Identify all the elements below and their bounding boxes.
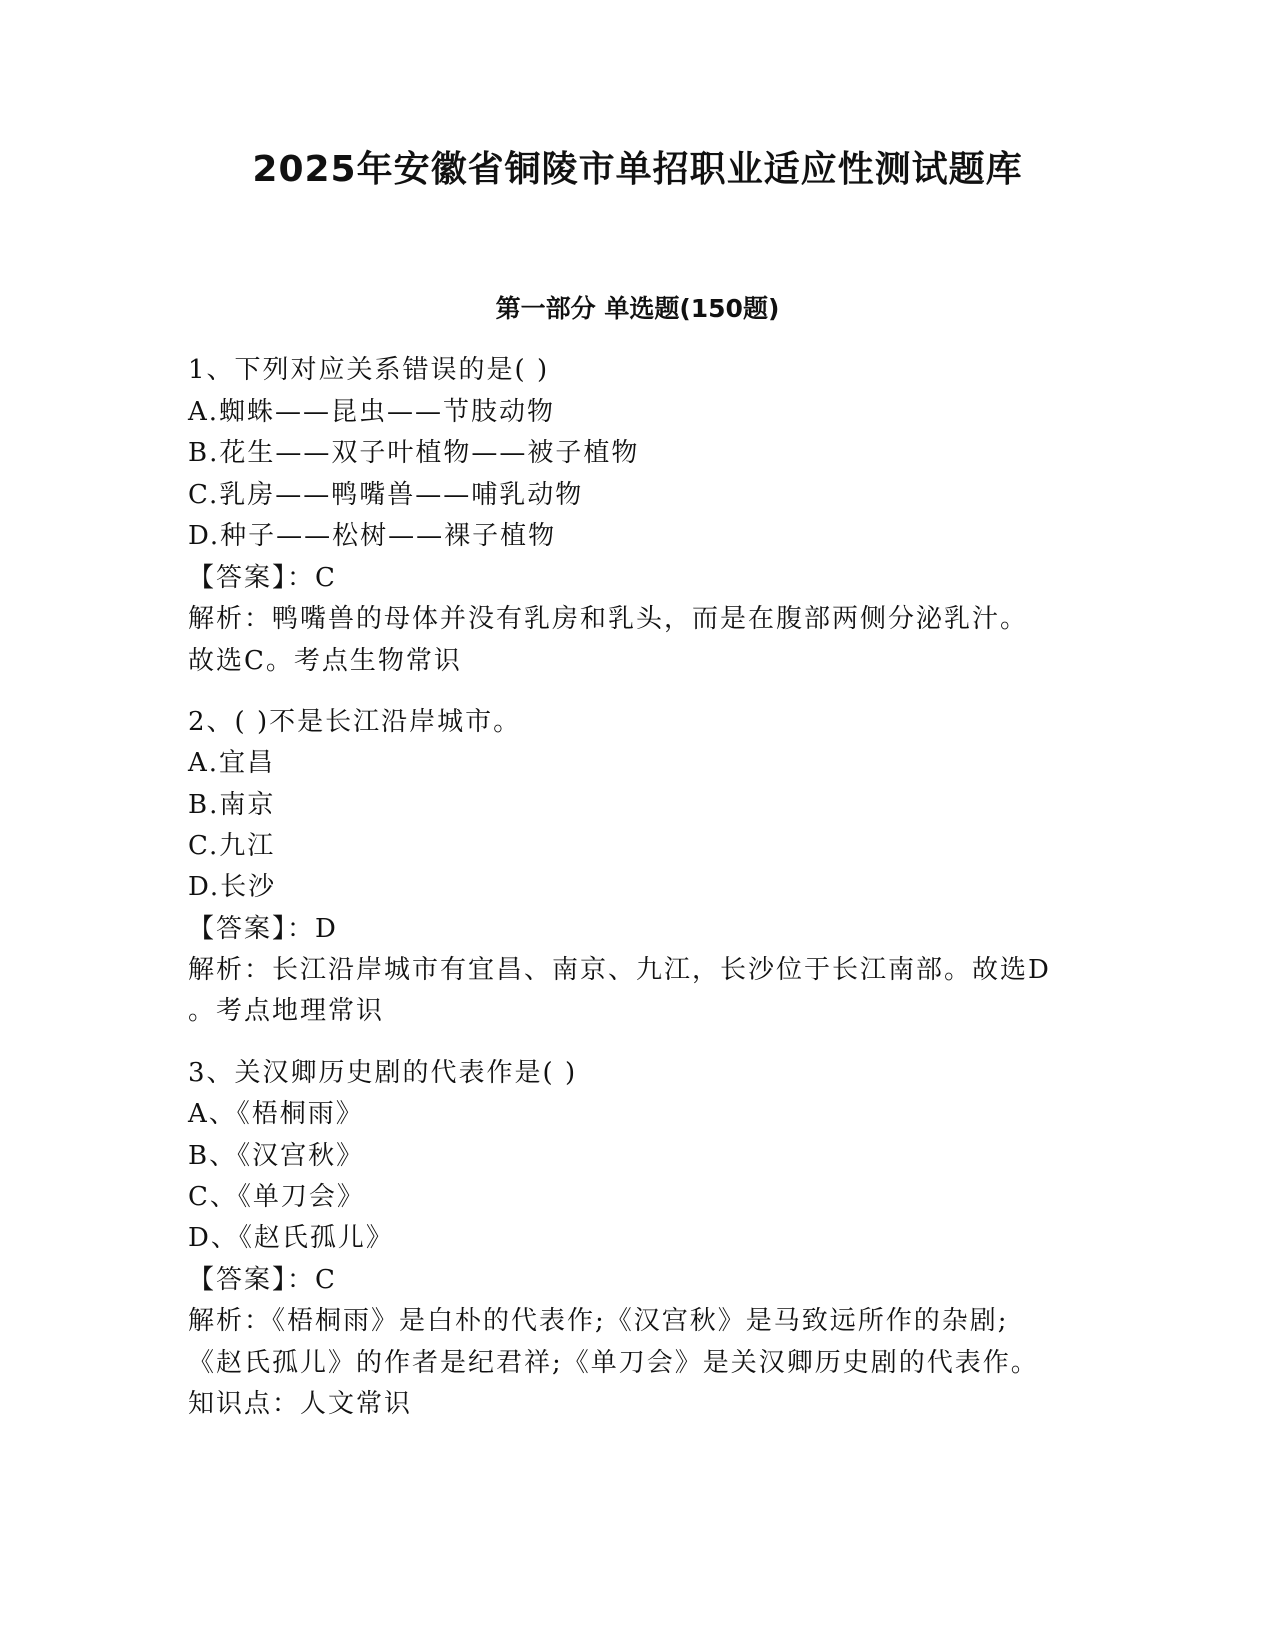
question-3-answer: 【答案】：C [188, 1265, 337, 1295]
question-2-option-a: A.宜昌 [188, 748, 276, 778]
question-1-option-a: A.蜘蛛——昆虫——节肢动物 [188, 397, 556, 427]
question-1-answer: 【答案】：C [188, 563, 337, 593]
page-title: 2025年安徽省铜陵市单招职业适应性测试题库 [252, 149, 1023, 190]
question-3-option-a: A、《梧桐雨》 [188, 1099, 364, 1129]
question-2-option-c: C.九江 [188, 831, 276, 861]
question-3-option-c: C、《单刀会》 [188, 1182, 365, 1212]
section-title: 第一部分 单选题(150题) [495, 294, 780, 323]
question-1-analysis-line-1: 解析：鸭嘴兽的母体并没有乳房和乳头，而是在腹部两侧分泌乳汁。 [188, 604, 1029, 634]
question-1-option-b: B.花生——双子叶植物——被子植物 [188, 438, 640, 468]
question-3-option-b: B、《汉宫秋》 [188, 1141, 365, 1171]
question-3-analysis-line-3: 知识点：人文常识 [188, 1389, 413, 1419]
question-1-option-d: D.种子——松树——裸子植物 [188, 521, 557, 551]
question-1-stem: 1、下列对应关系错误的是( ) [188, 355, 550, 385]
question-3-analysis-line-1: 解析：《梧桐雨》是白朴的代表作;《汉宫秋》是马致远所作的杂剧; [188, 1306, 1009, 1336]
question-2-analysis-line-2: 。考点地理常识 [188, 996, 385, 1026]
question-1-analysis-line-2: 故选C。考点生物常识 [188, 646, 462, 676]
question-3-analysis-line-2: 《赵氏孤儿》的作者是纪君祥;《单刀会》是关汉卿历史剧的代表作。 [188, 1348, 1039, 1378]
question-3-stem: 3、关汉卿历史剧的代表作是( ) [188, 1058, 578, 1088]
question-2-stem: 2、( )不是长江沿岸城市。 [188, 707, 522, 737]
question-2-option-d: D.长沙 [188, 872, 277, 902]
question-1-option-c: C.乳房——鸭嘴兽——哺乳动物 [188, 480, 584, 510]
question-2-analysis-line-1: 解析：长江沿岸城市有宜昌、南京、九江，长沙位于长江南部。故选D [188, 955, 1051, 985]
question-2-option-b: B.南京 [188, 790, 276, 820]
question-3-option-d: D、《赵氏孤儿》 [188, 1223, 394, 1253]
question-2-answer: 【答案】：D [188, 914, 338, 944]
